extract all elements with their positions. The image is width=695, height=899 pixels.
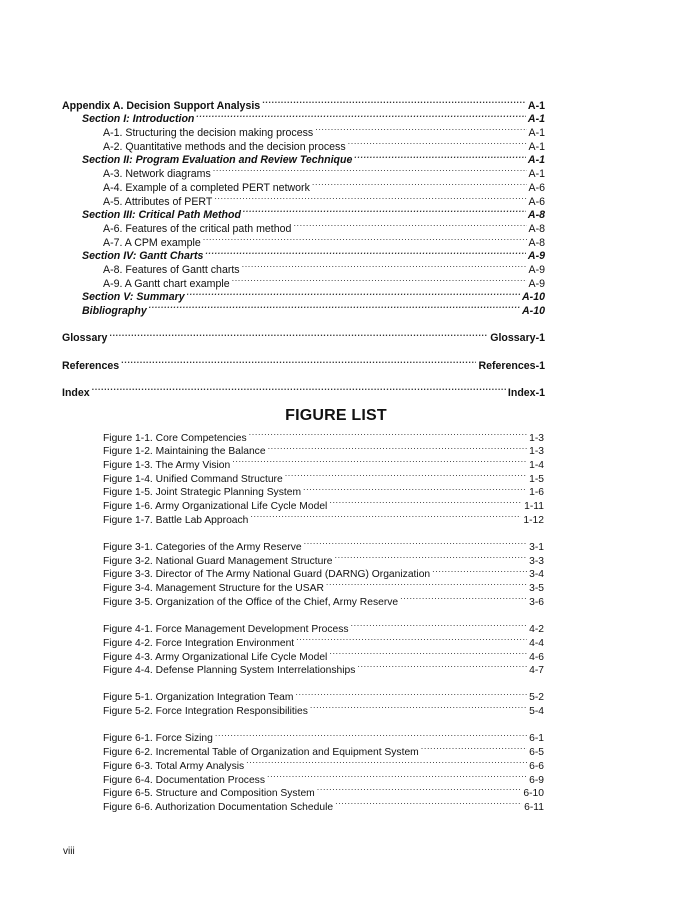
toc-entry-page: 4-7 — [529, 665, 544, 677]
toc-entry-page: A-6 — [528, 181, 545, 194]
toc-entry-title: Index — [62, 386, 90, 399]
toc-entry-page: A-8 — [528, 222, 545, 235]
figure-entry[interactable] — [103, 687, 544, 704]
toc-entry-title: Figure 3-3. Director of The Army National Guard (DARNG) Organization — [103, 569, 431, 581]
toc-entry-title: Section V: Summary — [82, 291, 185, 304]
dot-leader — [109, 328, 488, 342]
toc-entry-title: Figure 3-1. Categories of the Army Reserve — [103, 542, 302, 554]
dot-leader — [335, 796, 522, 810]
toc-entry-title: A-4. Example of a completed PERT network — [103, 181, 310, 194]
toc-entry-page: A-9 — [527, 250, 545, 263]
dot-leader — [196, 109, 526, 123]
figure-group — [103, 687, 544, 718]
dot-leader — [315, 122, 526, 136]
toc-entry-glossary[interactable] — [62, 328, 545, 345]
toc-entry-title: Section II: Program Evaluation and Review Technique — [82, 154, 353, 167]
toc-entry-title: Figure 6-2. Incremental Table of Organization and Equipment System — [103, 747, 419, 759]
toc-entry-page: A-1 — [527, 99, 545, 112]
toc-entry-page: 1-11 — [524, 501, 544, 513]
toc-entry-page: 3-6 — [529, 596, 544, 608]
toc-entry-title: A-3. Network diagrams — [103, 168, 211, 181]
toc-entry-page: A-8 — [527, 209, 545, 222]
figure-entry[interactable] — [103, 728, 544, 745]
toc-entry-title: Figure 6-1. Force Sizing — [103, 733, 213, 745]
dot-leader — [92, 382, 506, 396]
dot-leader — [400, 591, 527, 605]
toc-entry-page: 4-6 — [529, 651, 544, 663]
figure-entry[interactable] — [103, 427, 544, 444]
toc-appendix-entries — [62, 95, 545, 317]
toc-entry-page: References-1 — [478, 359, 545, 372]
toc-entry-title: Figure 6-3. Total Army Analysis — [103, 760, 245, 772]
toc-entry-page: A-1 — [528, 127, 545, 140]
toc-entry-title: Figure 1-5. Joint Strategic Planning System — [103, 487, 302, 499]
toc-entry-references[interactable] — [62, 355, 545, 372]
toc-entry-page: A-10 — [522, 305, 545, 317]
toc-entry-page: A-9 — [528, 263, 545, 276]
toc-entry-page: 3-3 — [529, 555, 544, 567]
dot-leader — [348, 136, 527, 150]
toc-entry-title: Figure 4-1. Force Management Development Process — [103, 624, 349, 636]
toc-entry-title: Section I: Introduction — [82, 113, 195, 126]
dot-leader — [215, 728, 527, 742]
dot-leader — [267, 769, 527, 783]
dot-leader — [285, 468, 527, 482]
dot-leader — [293, 218, 526, 232]
toc-entry-title: Figure 1-4. Unified Command Structure — [103, 473, 283, 485]
toc-entry-title: A-1. Structuring the decision making process — [103, 127, 314, 140]
dot-leader — [351, 618, 528, 632]
toc-entry-page: 1-4 — [529, 460, 544, 472]
toc-entry-page: A-10 — [522, 291, 545, 304]
toc-entry-title: A-7. A CPM example — [103, 236, 201, 249]
toc-entry-page: 4-2 — [529, 624, 544, 636]
figure-entry[interactable] — [103, 536, 544, 554]
toc-entry-title: Figure 1-3. The Army Vision — [103, 460, 231, 472]
toc-entry-title: Figure 3-5. Organization of the Office of the Chief, Army Reserve — [103, 596, 399, 608]
page-number: viii — [63, 846, 75, 857]
toc-entry-title: Figure 5-2. Force Integration Responsibilities — [103, 706, 308, 718]
toc-entry-title: Figure 6-6. Authorization Documentation Schedule — [103, 801, 334, 813]
toc-entry-page: A-9 — [528, 277, 545, 290]
dot-leader — [149, 300, 520, 314]
dot-leader — [310, 700, 527, 714]
dot-leader — [357, 660, 527, 674]
dot-leader — [317, 783, 522, 797]
dot-leader — [242, 259, 527, 273]
toc-entry-index[interactable] — [62, 382, 545, 399]
toc-entry-page: 6-1 — [529, 733, 544, 745]
toc-entry-page: A-8 — [528, 236, 545, 249]
dot-leader — [335, 550, 528, 564]
dot-leader — [304, 536, 528, 550]
figure-group — [103, 728, 544, 813]
toc-entry-page: 6-6 — [529, 760, 544, 772]
toc-entry-title: Figure 4-4. Defense Planning System Interrelationships — [103, 665, 356, 677]
dot-leader — [205, 246, 525, 260]
dot-leader — [214, 191, 526, 205]
toc-entry-page: 6-9 — [529, 774, 544, 786]
dot-leader — [249, 427, 527, 441]
toc-entry-page: A-1 — [528, 168, 545, 181]
dot-leader — [312, 177, 527, 191]
dot-leader — [329, 495, 522, 509]
toc-entry-title: Bibliography — [82, 305, 147, 317]
figure-list-heading: FIGURE LIST — [285, 407, 387, 424]
toc-entry-page: 3-4 — [529, 569, 544, 581]
dot-leader — [243, 205, 526, 219]
toc-entry-page: 1-12 — [523, 514, 544, 526]
figure-entry[interactable] — [103, 618, 544, 636]
dot-leader — [295, 687, 527, 701]
dot-leader — [268, 441, 528, 455]
toc-entry-page: 1-5 — [529, 473, 544, 485]
toc-entry-title: Figure 6-4. Documentation Process — [103, 774, 265, 786]
dot-leader — [246, 755, 527, 769]
toc-entry-page: Index-1 — [507, 386, 545, 399]
dot-leader — [296, 632, 527, 646]
toc-entry-title: Glossary — [62, 332, 108, 345]
toc-entry-title: Figure 4-3. Army Organizational Life Cycle Model — [103, 651, 328, 663]
toc-entry-page: 6-5 — [529, 747, 544, 759]
toc-entry-page: 3-5 — [529, 583, 544, 595]
dot-leader — [326, 577, 527, 591]
toc-entry-page: A-6 — [528, 195, 545, 208]
toc-entry-page: 6-11 — [524, 801, 544, 813]
toc-entry-title: Figure 3-4. Management Structure for the USAR — [103, 583, 324, 595]
dot-leader — [187, 287, 520, 301]
toc-entry-title: Figure 3-2. National Guard Management Structure — [103, 555, 333, 567]
toc-entry-title: Figure 6-5. Structure and Composition System — [103, 788, 315, 800]
figure-group — [103, 427, 544, 526]
toc-entry-page: A-1 — [527, 113, 545, 126]
dot-leader — [329, 646, 527, 660]
toc-entry-title: Section IV: Gantt Charts — [82, 250, 204, 263]
dot-leader — [232, 273, 527, 287]
toc-entry-title: A-6. Features of the critical path method — [103, 222, 292, 235]
toc-entry-page: 1-3 — [529, 432, 544, 444]
figure-list — [103, 427, 544, 823]
dot-leader — [203, 232, 527, 246]
toc-entry-title: Section III: Critical Path Method — [82, 209, 241, 222]
dot-leader — [213, 163, 527, 177]
toc-entry-title: Figure 1-6. Army Organizational Life Cycle Model — [103, 501, 328, 513]
toc-entry-page: 5-2 — [529, 692, 544, 704]
toc-entry-title: Figure 5-1. Organization Integration Team — [103, 692, 294, 704]
toc-entry-title: A-2. Quantitative methods and the decision process — [103, 140, 346, 153]
toc-entry[interactable] — [62, 95, 545, 112]
toc-entry-page: Glossary-1 — [490, 332, 545, 345]
table-of-contents — [62, 95, 545, 399]
toc-entry-page: 1-6 — [529, 487, 544, 499]
toc-entry-title: Figure 1-2. Maintaining the Balance — [103, 446, 266, 458]
toc-entry-title: A-5. Attributes of PERT — [103, 195, 213, 208]
toc-entry-title: Appendix A. Decision Support Analysis — [62, 99, 261, 112]
toc-entry-page: 6-10 — [523, 788, 544, 800]
figure-group — [103, 536, 544, 608]
dot-leader — [121, 355, 476, 369]
dot-leader — [354, 150, 526, 164]
dot-leader — [303, 482, 527, 496]
toc-entry-page: 3-1 — [529, 542, 544, 554]
toc-entry-title: Figure 1-7. Battle Lab Approach — [103, 514, 249, 526]
dot-leader — [432, 564, 527, 578]
toc-entry-page: 5-4 — [529, 706, 544, 718]
toc-entry-title: A-9. A Gantt chart example — [103, 277, 230, 290]
toc-entry-page: A-1 — [528, 140, 545, 153]
toc-entry-page: 1-3 — [529, 446, 544, 458]
dot-leader — [232, 454, 527, 468]
toc-entry-title: A-8. Features of Gantt charts — [103, 263, 240, 276]
dot-leader — [421, 741, 527, 755]
toc-entry-title: Figure 4-2. Force Integration Environment — [103, 637, 295, 649]
figure-group — [103, 618, 544, 677]
dot-leader — [250, 509, 521, 523]
toc-entry-title: References — [62, 359, 120, 372]
toc-entry-page: 4-4 — [529, 637, 544, 649]
toc-entry-page: A-1 — [527, 154, 545, 167]
toc-entry-title: Figure 1-1. Core Competencies — [103, 432, 247, 444]
dot-leader — [262, 95, 526, 109]
